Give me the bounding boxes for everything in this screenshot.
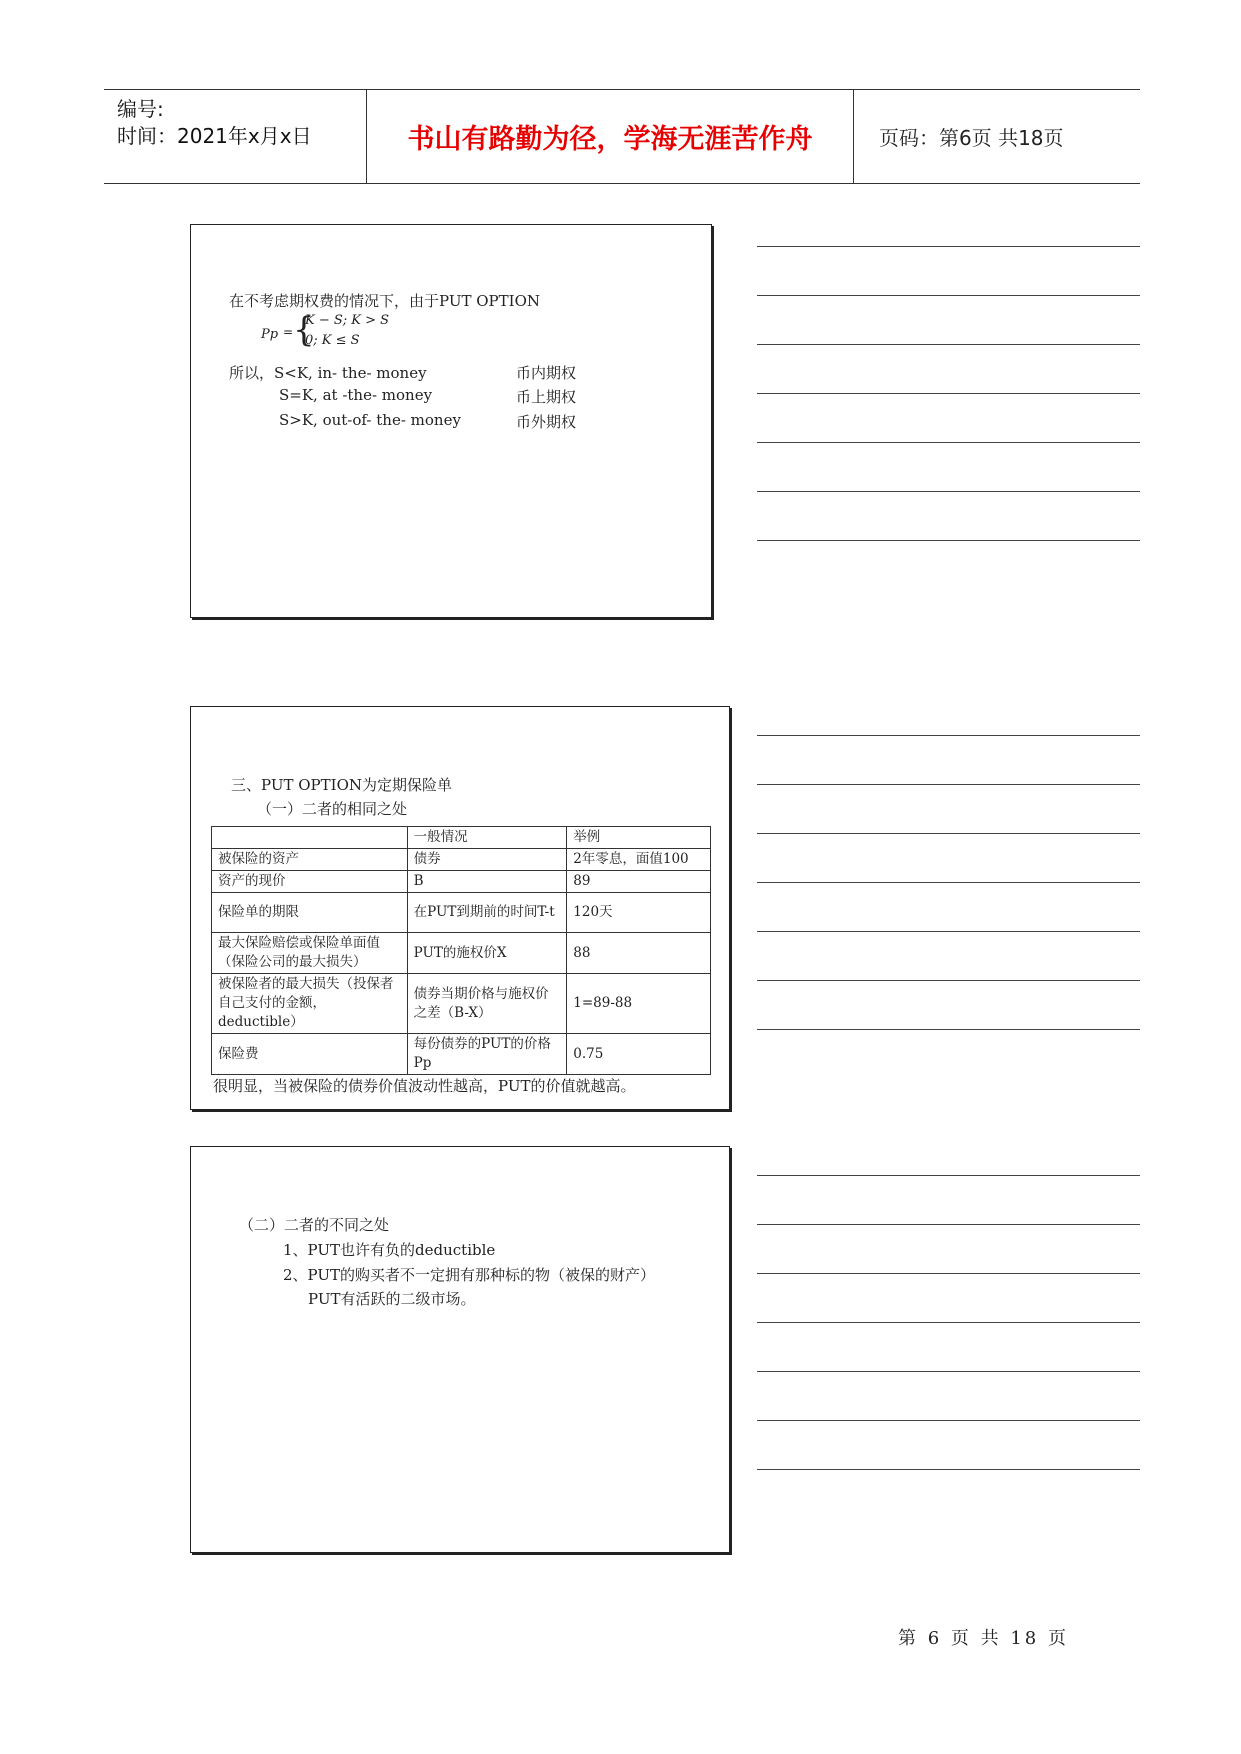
table-cell: 被保险的资产 — [212, 849, 408, 871]
moneyness-row-out: S>K, out-of- the- money — [279, 411, 461, 429]
slide-put-as-insurance — [190, 706, 730, 1110]
comparison-table — [211, 826, 711, 1075]
table-header-cell: 举例 — [567, 827, 711, 849]
table-cell: 88 — [567, 933, 711, 974]
notes-lines-3 — [757, 1175, 1140, 1518]
moneyness-name-out: 币外期权 — [516, 413, 577, 431]
moneyness-name-in: 币内期权 — [516, 364, 577, 382]
moneyness-row-in: 所以，S<K, in- the- money — [229, 364, 427, 382]
table-cell: 债券 — [407, 849, 567, 871]
formula-case2: 0; K ≤ S — [305, 333, 360, 348]
table-row — [212, 974, 711, 1034]
table-cell: 保险单的期限 — [212, 893, 408, 933]
difference-item-3: PUT有活跃的二级市场。 — [308, 1290, 476, 1308]
moneyness-name-at: 币上期权 — [516, 388, 577, 406]
table-row — [212, 893, 711, 933]
table-cell: B — [407, 871, 567, 893]
table-cell: 1=89-88 — [567, 974, 711, 1034]
table-cell: PUT的施权价X — [407, 933, 567, 974]
brace-icon: { — [293, 310, 315, 350]
table-header-cell — [212, 827, 408, 849]
notes-lines-2 — [757, 735, 1140, 1078]
formula-case1: K − S; K > S — [305, 313, 390, 328]
page-footer: 第 6 页 共 18 页 — [898, 1628, 1069, 1649]
table-cell: 债券当期价格与施权价之差（B-X） — [407, 974, 567, 1034]
slide2-subtitle: （一）二者的相同之处 — [257, 800, 408, 818]
table-cell: 89 — [567, 871, 711, 893]
document-number-label: 编号: — [117, 97, 164, 121]
table-row — [212, 849, 711, 871]
table-cell: 保险费 — [212, 1034, 408, 1075]
difference-item-2: 2、PUT的购买者不一定拥有那种标的物（被保的财产） — [283, 1266, 656, 1284]
header-page-label: 页码：第6页 共18页 — [879, 126, 1064, 150]
moneyness-row-at: S=K, at -the- money — [279, 386, 433, 404]
header-motto: 书山有路勤为径，学海无涯苦作舟 — [367, 90, 854, 183]
page-header — [104, 89, 1140, 184]
table-row — [212, 933, 711, 974]
table-cell: 120天 — [567, 893, 711, 933]
document-time-label: 时间：2021年x月x日 — [117, 124, 312, 148]
slide3-title: （二）二者的不同之处 — [239, 1216, 390, 1234]
table-cell: 资产的现价 — [212, 871, 408, 893]
slide2-title: 三、PUT OPTION为定期保险单 — [231, 776, 452, 794]
slide-put-option-moneyness — [190, 224, 712, 618]
put-payoff-formula: Pp = { K − S; K > S 0; K ≤ S — [261, 310, 390, 350]
table-cell: 每份债券的PUT的价格 Pp — [407, 1034, 567, 1075]
table-cell: 在PUT到期前的时间T-t — [407, 893, 567, 933]
notes-lines-1 — [757, 246, 1140, 589]
table-cell: 2年零息，面值100 — [567, 849, 711, 871]
table-row — [212, 871, 711, 893]
table-row — [212, 1034, 711, 1075]
slide1-intro-text: 在不考虑期权费的情况下，由于PUT OPTION — [229, 292, 540, 310]
slide2-conclusion: 很明显，当被保险的债券价值波动性越高，PUT的价值就越高。 — [213, 1077, 636, 1095]
slide-differences — [190, 1146, 730, 1553]
header-meta-cell — [104, 90, 367, 183]
table-cell: 最大保险赔偿或保险单面值（保险公司的最大损失） — [212, 933, 408, 974]
table-header-row — [212, 827, 711, 849]
table-cell: 被保险者的最大损失（投保者自己支付的金额，deductible） — [212, 974, 408, 1034]
table-header-cell: 一般情况 — [407, 827, 567, 849]
difference-item-1: 1、PUT也许有负的deductible — [283, 1241, 496, 1259]
table-cell: 0.75 — [567, 1034, 711, 1075]
formula-lhs: Pp — [261, 327, 279, 342]
